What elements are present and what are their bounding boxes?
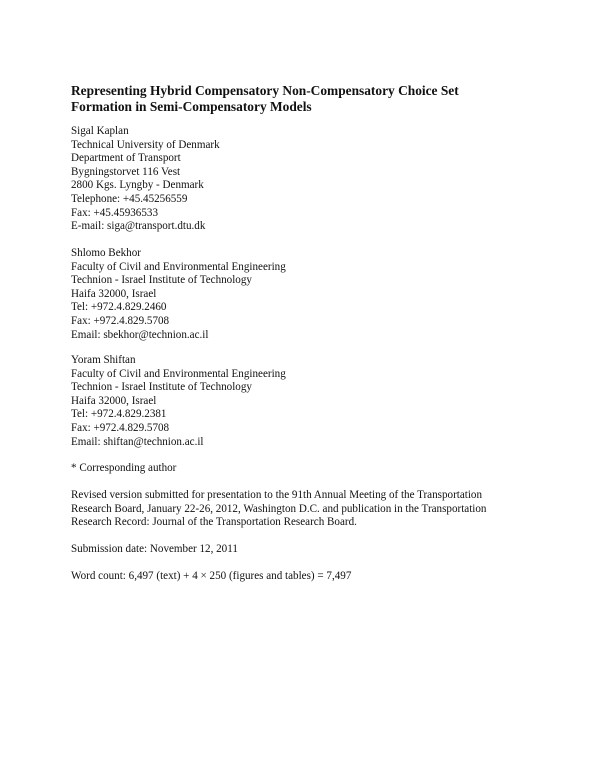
- affiliation-line: Technion - Israel Institute of Technology: [71, 274, 252, 287]
- author-block-kaplan: [71, 125, 220, 234]
- telephone-line: Tel: +972.4.829.2381: [71, 408, 167, 421]
- address-line: Bygningstorvet 116 Vest: [71, 165, 181, 178]
- telephone-line: Tel: +972.4.829.2460: [71, 301, 167, 314]
- fax-line: Fax: +972.4.829.5708: [71, 421, 170, 434]
- address-line: Haifa 32000, Israel: [71, 394, 157, 407]
- author-block-shiftan: [71, 354, 286, 449]
- author-name: Shlomo Bekhor: [71, 247, 141, 259]
- corresponding-author-text: * Corresponding author: [71, 462, 177, 474]
- fax-line: Fax: +45.45936533: [71, 206, 158, 219]
- author-block-bekhor: [71, 247, 286, 342]
- submission-date: [71, 543, 531, 557]
- fax-line: Fax: +972.4.829.5708: [71, 314, 170, 327]
- email-line: E-mail: siga@transport.dtu.dk: [71, 220, 206, 233]
- corresponding-author-note: [71, 462, 531, 476]
- paper-title-line-1: Representing Hybrid Compensatory Non-Compensatory Choice Set: [71, 83, 459, 98]
- revision-note-line-3: Research Record: Journal of the Transportation Research Board.: [71, 516, 357, 529]
- address-line: Haifa 32000, Israel: [71, 287, 157, 300]
- affiliation-line: Technical University of Denmark: [71, 138, 220, 151]
- author-name: Sigal Kaplan: [71, 125, 129, 137]
- affiliation-line: Technion - Israel Institute of Technology: [71, 381, 252, 394]
- email-line: Email: shiftan@technion.ac.il: [71, 435, 204, 448]
- affiliation-line: Faculty of Civil and Environmental Engineering: [71, 260, 286, 273]
- paper-title-line-2: Formation in Semi-Compensatory Models: [71, 99, 312, 114]
- word-count: [71, 570, 531, 584]
- author-name: Yoram Shiftan: [71, 354, 136, 366]
- submission-date-text: Submission date: November 12, 2011: [71, 543, 238, 555]
- email-line: Email: sbekhor@technion.ac.il: [71, 328, 209, 341]
- revision-note-line-2: Research Board, January 22-26, 2012, Washington D.C. and publication in the Transportation: [71, 502, 487, 515]
- revision-note: [71, 489, 531, 530]
- paper-title: [71, 83, 551, 115]
- revision-note-line-1: Revised version submitted for presentation to the 91th Annual Meeting of the Transportation: [71, 489, 483, 501]
- address-line: 2800 Kgs. Lyngby - Denmark: [71, 179, 204, 192]
- telephone-line: Telephone: +45.45256559: [71, 192, 188, 205]
- affiliation-line: Faculty of Civil and Environmental Engineering: [71, 367, 286, 380]
- word-count-text: Word count: 6,497 (text) + 4 × 250 (figures and tables) = 7,497: [71, 570, 352, 582]
- affiliation-line: Department of Transport: [71, 152, 181, 165]
